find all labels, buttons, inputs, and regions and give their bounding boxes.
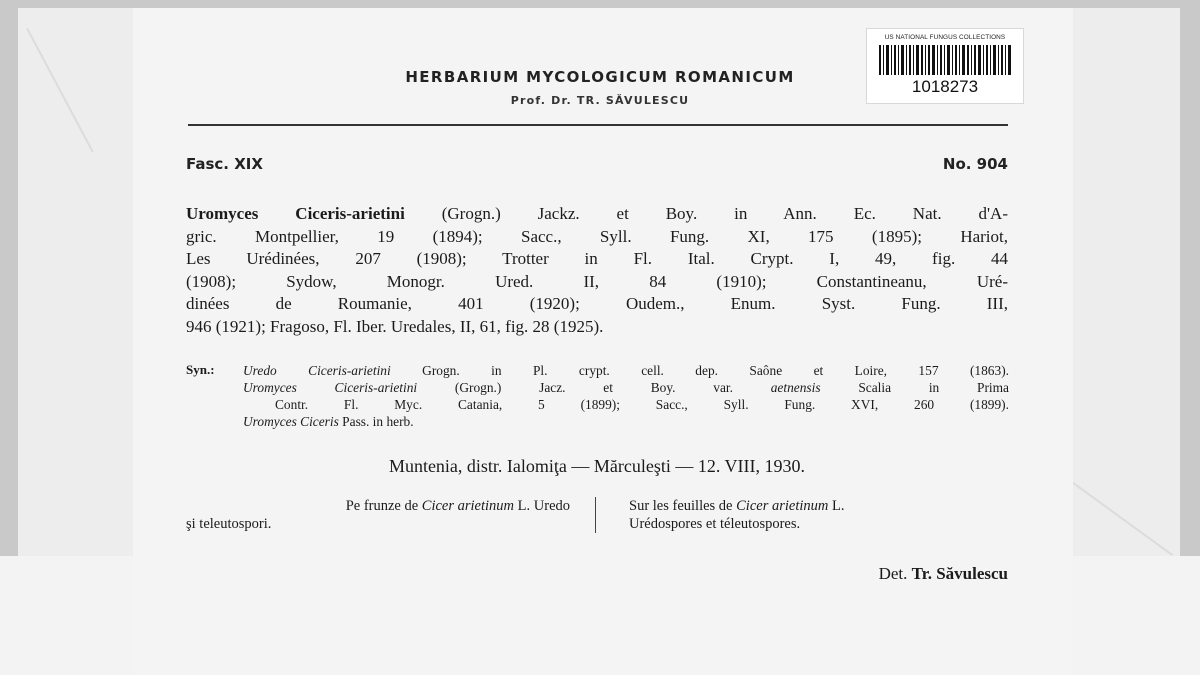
- host-name: Cicer arietinum: [421, 498, 515, 514]
- header-divider: [188, 124, 1008, 126]
- citation-line: dinées de Roumanie, 401 (1920); Oudem., Enum. Syst. Fung. III,: [186, 294, 1008, 313]
- synonyms-label: Syn.:: [186, 362, 215, 377]
- host-name: Cicer arietinum: [736, 498, 829, 514]
- barcode-caption: US NATIONAL FUNGUS COLLECTIONS: [884, 34, 1006, 41]
- host-note-romanian: Pe frunze de Cicer arietinum L. Uredo şi teleutospori.: [186, 498, 570, 532]
- synonym-line: Uredo Ciceris-arietini Grogn. in Pl. crypt. cell. dep. Saône et Loire, 157 (1863).: [243, 363, 1009, 378]
- barcode-number: 1018273: [911, 77, 979, 96]
- envelope-fold-line: [1067, 478, 1173, 556]
- synonym-line: Uromyces Ciceris-arietini (Grogn.) Jacz. et Boy. var. aetnensis Scalia in Prima: [243, 380, 1009, 395]
- envelope-fold-line: [26, 28, 93, 153]
- synonym-line: Uromyces Ciceris Pass. in herb.: [243, 414, 414, 429]
- herbarium-title: HERBARIUM MYCOLOGICUM ROMANICUM: [405, 68, 795, 86]
- citation-line: gric. Montpellier, 19 (1894); Sacc., Syll. Fung. XI, 175 (1895); Hariot,: [186, 226, 1008, 246]
- synonym-line: Contr. Fl. Myc. Catania, 5 (1899); Sacc., Syll. Fung. XVI, 260 (1899).: [275, 397, 1009, 412]
- citation-line: Les Urédinées, 207 (1908); Trotter in Fl. Ital. Crypt. I, 49, fig. 44: [186, 249, 1008, 268]
- collection-locality: Muntenia, distr. Ialomiţa — Mărculeşti — 12. VIII, 1930.: [388, 456, 806, 476]
- species-name: Uromyces Ciceris-arietini: [186, 204, 405, 223]
- determiner-name: Tr. Săvulescu: [911, 564, 1008, 583]
- host-note-french: Sur les feuilles de Cicer arietinum L. Urédospores et téleutospores.: [629, 498, 845, 532]
- citation-line: Uromyces Ciceris-arietini (Grogn.) Jackz. et Boy. in Ann. Ec. Nat. d'A-: [186, 204, 1008, 223]
- specimen-number: No. 904: [942, 155, 1008, 173]
- determiner: Det. Tr. Săvulescu: [878, 564, 1008, 583]
- barcode-label: [866, 28, 1024, 104]
- language-divider: [595, 497, 596, 533]
- fascicle-number: Fasc. XIX: [186, 155, 263, 173]
- citation-line: 946 (1921); Fragoso, Fl. Iber. Uredales, II, 61, fig. 28 (1925).: [186, 316, 604, 336]
- synonyms-block: [243, 362, 1009, 430]
- citation-block: [186, 203, 1008, 338]
- herbarium-subtitle: Prof. Dr. TR. SĂVULESCU: [510, 94, 690, 107]
- citation-line: (1908); Sydow, Monogr. Ured. II, 84 (1910); Constantineanu, Uré-: [186, 271, 1008, 291]
